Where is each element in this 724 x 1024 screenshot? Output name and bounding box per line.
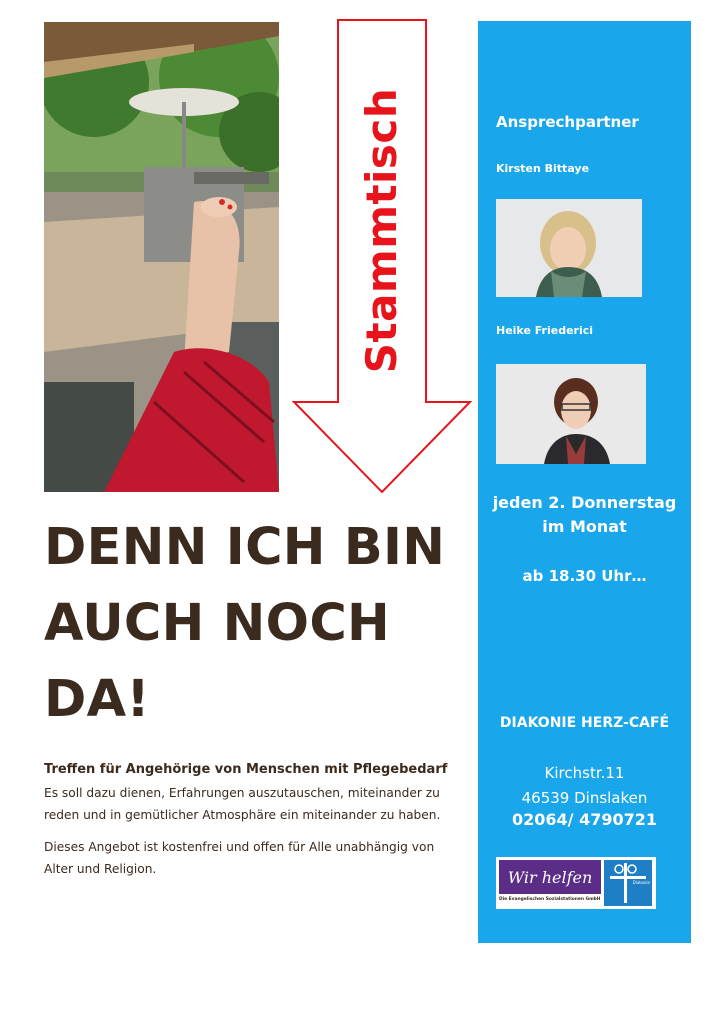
headline-line-1: DENN ICH BIN (44, 518, 446, 577)
contact-heading: Ansprechpartner (496, 113, 639, 131)
schedule-line-1: jeden 2. Donnerstag (492, 493, 677, 512)
stammtisch-banner (338, 70, 426, 390)
venue-address (478, 761, 691, 811)
description-paragraph-1: Es soll dazu dienen, Erfahrungen auszutauschen, miteinander zu reden und in gemütlicher Atmosphäre ein miteinander zu haben. (44, 786, 441, 822)
venue-city: 46539 Dinslaken (521, 789, 648, 807)
schedule (478, 491, 691, 539)
headline-line-3: DA! (44, 670, 150, 729)
venue-phone: 02064/ 4790721 (511, 810, 657, 829)
logo-subtitle: Die Evangelischen Sozialstationen GmbH (499, 897, 601, 902)
description (44, 762, 464, 890)
contact-name-1: Kirsten Bittaye (496, 162, 590, 175)
schedule-line-2: im Monat (542, 517, 627, 536)
headline-line-2: AUCH NOCH (44, 594, 391, 653)
logo-mark-word: Diakonie (632, 880, 650, 885)
wir-helfen-logo (496, 857, 656, 909)
contact-name-2: Heike Friederici (496, 324, 594, 337)
info-panel (478, 21, 691, 943)
contact-photo-1 (496, 199, 642, 297)
description-lead: Treffen für Angehörige von Menschen mit Pflegebedarf (44, 762, 448, 777)
contact-photo-2 (496, 364, 646, 464)
stammtisch-label: Stammtisch (357, 87, 407, 373)
venue-name: DIAKONIE HERZ-CAFÉ (499, 715, 670, 731)
description-paragraph-2: Dieses Angebot ist kostenfrei und offen für Alle unabhängig von Alter und Religion. (44, 840, 435, 876)
venue-street: Kirchstr.11 (544, 764, 625, 782)
headline (44, 510, 464, 738)
diakonie-cross-icon (604, 860, 652, 906)
schedule-time: ab 18.30 Uhr… (522, 567, 647, 585)
terrace-photo (44, 22, 279, 492)
logo-text: Wir helfen (499, 860, 601, 894)
